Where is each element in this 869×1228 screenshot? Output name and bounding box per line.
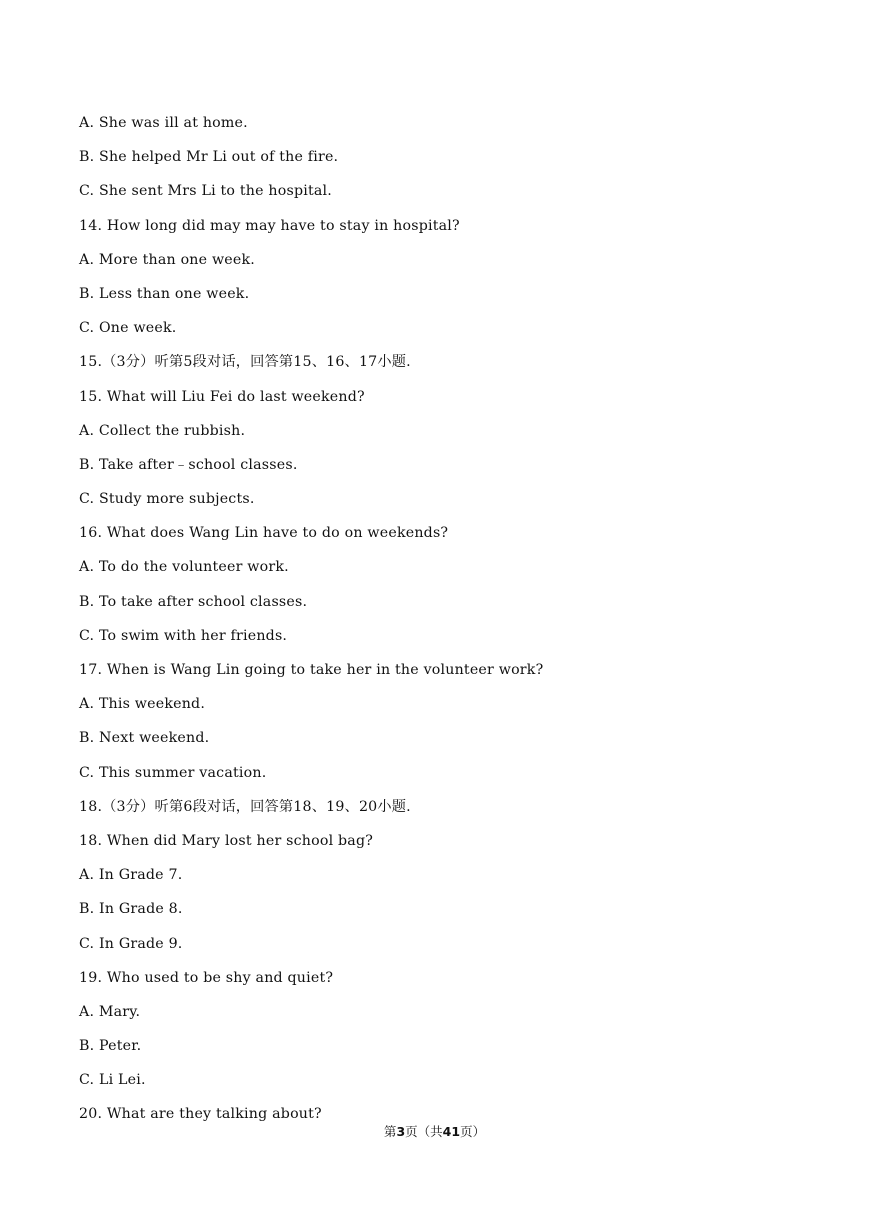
- question-20: 20. What are they talking about?: [79, 1106, 322, 1123]
- text-line: A. In Grade 7.: [79, 867, 183, 884]
- page-footer: [0, 1122, 869, 1140]
- text-line: B. Take after﹣school classes.: [79, 456, 298, 473]
- text-line: A. To do the volunteer work.: [79, 559, 289, 576]
- question-19: 19. Who used to be shy and quiet?: [79, 969, 334, 986]
- footer-suffix: 页）: [460, 1124, 486, 1139]
- text-line: C. She sent Mrs Li to the hospital.: [79, 183, 333, 200]
- text-line: C. Study more subjects.: [79, 491, 255, 508]
- text-line: B. In Grade 8.: [79, 901, 183, 918]
- question-16: 16. What does Wang Lin have to do on weekends?: [79, 525, 449, 542]
- text-line: B. Peter.: [79, 1038, 142, 1055]
- footer-total-pages: 41: [442, 1124, 461, 1139]
- text-line: B. She helped Mr Li out of the fire.: [79, 149, 339, 166]
- text-line: A. Collect the rubbish.: [79, 422, 246, 439]
- footer-prefix: 第: [383, 1124, 397, 1139]
- text-line: B. To take after school classes.: [79, 593, 308, 610]
- footer-page-number: 3: [396, 1124, 406, 1139]
- text-line: C. This summer vacation.: [79, 764, 267, 781]
- text-line: C. To swim with her friends.: [79, 627, 288, 644]
- text-line: A. She was ill at home.: [79, 115, 248, 131]
- text-line: C. In Grade 9.: [79, 935, 183, 952]
- text-line: C. One week.: [79, 320, 177, 337]
- text-line: A. This weekend.: [79, 696, 206, 713]
- section-heading: 18.（3分）听第6段对话，回答第18、19、20小题.: [79, 798, 411, 815]
- text-line: A. Mary.: [79, 1003, 141, 1020]
- question-17: 17. When is Wang Lin going to take her in the volunteer work?: [79, 662, 544, 678]
- footer-middle: 页（共: [405, 1124, 443, 1139]
- text-line: B. Less than one week.: [79, 285, 250, 302]
- text-line: B. Next weekend.: [79, 730, 210, 747]
- question-18: 18. When did Mary lost her school bag?: [79, 832, 374, 849]
- section-heading: 15.（3分）听第5段对话，回答第15、16、17小题.: [79, 354, 411, 371]
- question-list: [79, 112, 839, 1138]
- text-line: C. Li Lei.: [79, 1072, 146, 1089]
- question-15: 15. What will Liu Fei do last weekend?: [79, 388, 365, 405]
- question-14: 14. How long did may may have to stay in hospital?: [79, 217, 460, 234]
- text-line: A. More than one week.: [79, 251, 255, 268]
